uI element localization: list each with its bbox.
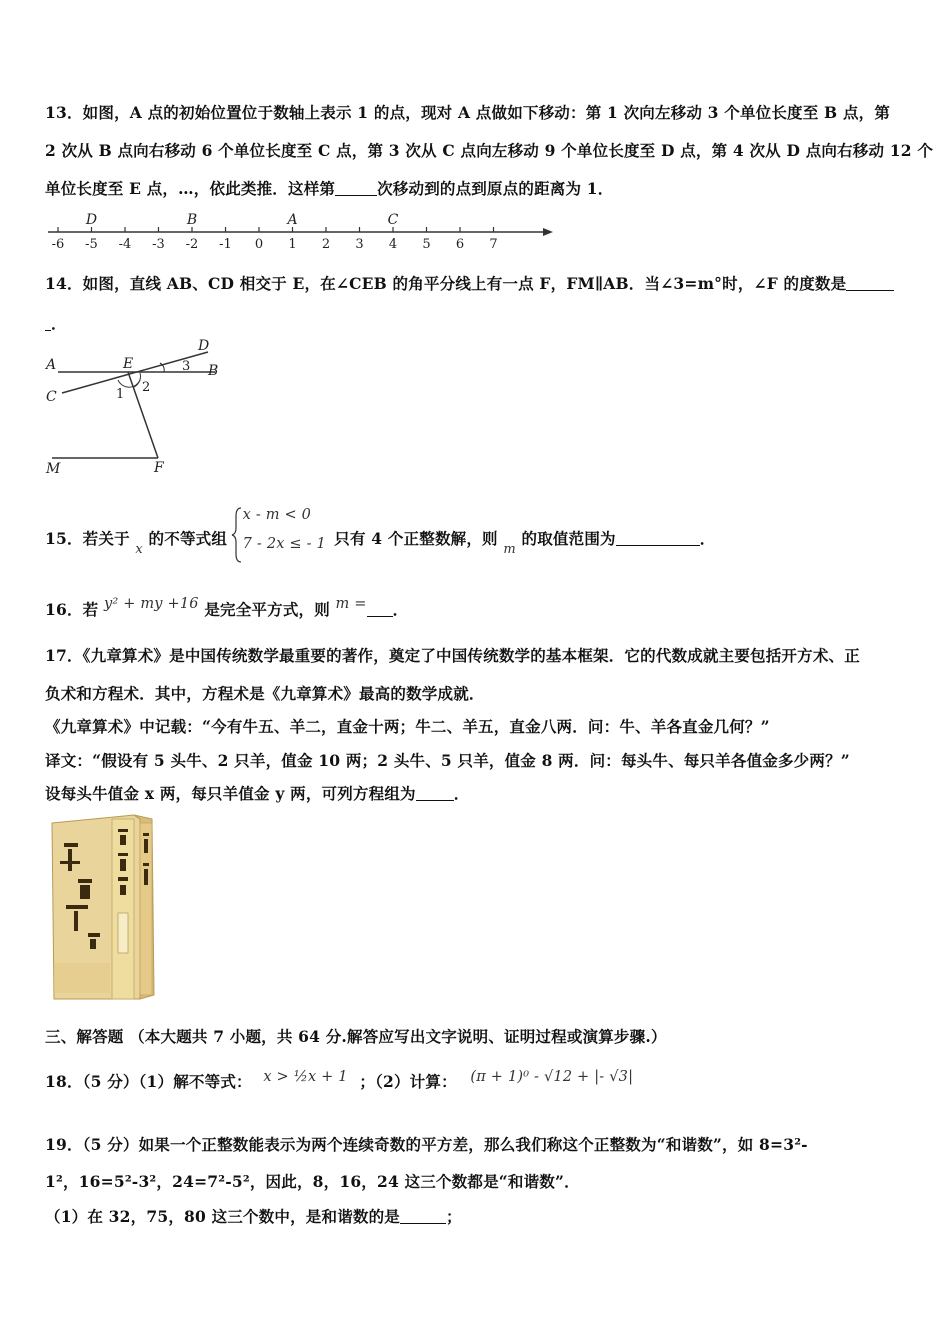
- number-line-arrow: [543, 228, 553, 236]
- axis-tick-label: 6: [455, 237, 465, 252]
- label-C: C: [46, 389, 57, 405]
- axis-ticks: [52, 227, 498, 252]
- label-B: B: [208, 363, 219, 379]
- q19-answer-blank[interactable]: [400, 1207, 446, 1224]
- q15-var-m: m: [503, 542, 516, 557]
- axis-tick-label: -1: [219, 237, 232, 252]
- q16-mid: 是完全平方式，则: [204, 600, 330, 619]
- q17-line3: 《九章算术》中记载：“今有牛五、羊二，直金十两；牛二、羊五，直金八两．问：牛、羊各直金几何？”: [45, 717, 770, 736]
- axis-tick-label: -2: [185, 237, 199, 252]
- axis-tick-label: -6: [51, 237, 65, 252]
- q17-line5-text: 设每头牛值金 x 两，每只羊值金 y 两，可列方程组为: [45, 784, 416, 803]
- label-A: A: [46, 357, 57, 373]
- label-F: F: [154, 460, 164, 476]
- angle-label-2: 2: [142, 380, 151, 395]
- q19-line1: 19．（5 分）如果一个正整数能表示为两个连续奇数的平方差，那么我们称这个正整数为“和谐数”，如 8=3²-: [45, 1135, 808, 1154]
- angle-figure: [40, 335, 240, 480]
- axis-point-label: D: [85, 212, 98, 228]
- q17-line1: 17．《九章算术》是中国传统数学最重要的著作，奠定了中国传统数学的基本框架．它的代数成就主要包括开方术、正: [45, 646, 860, 665]
- q16-end: ．: [392, 600, 409, 619]
- q16-expression: y² + my +16: [103, 596, 199, 612]
- label-M: M: [46, 461, 61, 477]
- q13-line2: 2 次从 B 点向右移动 6 个单位长度至 C 点，第 3 次从 C 点向左移动 9 个单位长度至 D 点，第 4 次从 D 点向右移动 12 个: [45, 141, 934, 160]
- q19-line2: 1²，16=5²-3²，24=7²-5²，因此，8，16，24 这三个数都是“和谐数”．: [45, 1172, 580, 1191]
- q16-answer-blank[interactable]: [367, 600, 393, 617]
- q19-end: ；: [446, 1207, 462, 1226]
- axis-tick-label: -5: [85, 237, 98, 252]
- q14-line1: [45, 272, 894, 294]
- q13-answer-blank[interactable]: [335, 179, 377, 196]
- q19-line3: [45, 1205, 462, 1227]
- axis-tick-label: 4: [388, 237, 398, 252]
- q17-line5: [45, 782, 469, 804]
- axis-tick-label: 2: [321, 237, 331, 252]
- q15-system: [233, 507, 329, 552]
- q15-line: [45, 507, 716, 557]
- q18-mid: ；（2）计算：: [359, 1072, 457, 1091]
- q18-line: [45, 1070, 633, 1092]
- label-D: D: [198, 338, 210, 354]
- q13-line3: [45, 177, 614, 199]
- angle-arc-2: [134, 373, 140, 387]
- q17-line2: 负术和方程术．其中，方程术是《九章算术》最高的数学成就．: [45, 684, 485, 703]
- q17-line4: 译文：“假设有 5 头牛、2 只羊，值金 10 两；2 头牛、5 只羊，值金 8 两．问：每头牛、每只羊各值金多少两？”: [45, 751, 850, 770]
- axis-tick-label: 7: [489, 237, 498, 252]
- book-image: [46, 813, 158, 1003]
- q14-end: ．: [51, 314, 67, 333]
- q18-inequality: x > ½x + 1: [263, 1069, 348, 1085]
- brace-icon: [231, 506, 243, 564]
- q13-line1: 13．如图，A 点的初始位置位于数轴上表示 1 的点，现对 A 点做如下移动：第 1 次向左移动 3 个单位长度至 B 点，第: [45, 103, 891, 122]
- axis-point-label: B: [186, 212, 198, 228]
- q15-ineq1: x - m < 0: [242, 507, 312, 523]
- q19-line3-text: （1）在 32，75，80 这三个数中，是和谐数的是: [45, 1207, 400, 1226]
- axis-tick-label: -4: [118, 237, 132, 252]
- q15-end: ．: [699, 529, 716, 548]
- q16-m-eq: m =: [335, 596, 367, 612]
- q13-line3-start: 单位长度至 E 点，…，依此类推．这样第: [45, 179, 336, 198]
- q18-prefix: 18．（5 分）（1）解不等式：: [45, 1072, 252, 1091]
- section3-heading: 三、解答题 （本大题共 7 小题，共 64 分.解答应写出文字说明、证明过程或演算步骤.）: [45, 1027, 667, 1046]
- angle-label-1: 1: [116, 387, 125, 402]
- q15-prefix: 15．若关于: [45, 529, 130, 548]
- q18-calculation: (π + 1)⁰ - √12 + |- √3|: [470, 1069, 634, 1085]
- axis-point-label: A: [287, 212, 298, 228]
- q14-text: 14．如图，直线 AB、CD 相交于 E，在∠CEB 的角平分线上有一点 F，FM∥AB．当∠3=m°时，∠F 的度数是: [45, 274, 847, 293]
- q14-line2: [45, 312, 67, 334]
- q15-ineq2: 7 - 2x ≤ - 1: [242, 536, 326, 552]
- q17-end: ．: [453, 784, 470, 803]
- q16-prefix: 16．若: [45, 600, 99, 619]
- axis-tick-label: 5: [422, 237, 431, 252]
- axis-point-label: C: [387, 212, 399, 228]
- q17-answer-blank[interactable]: [416, 784, 454, 801]
- q15-answer-blank[interactable]: [616, 529, 700, 546]
- angle-label-3: 3: [182, 359, 191, 374]
- axis-tick-label: 0: [254, 237, 264, 252]
- axis-points: [85, 212, 399, 228]
- label-E: E: [123, 356, 134, 372]
- axis-tick-label: 1: [288, 237, 297, 252]
- q13-line3-end: 次移动到的点到原点的距离为 1．: [377, 179, 614, 198]
- q15-suffix: 的取值范围为: [521, 529, 616, 548]
- q16-line: [45, 598, 408, 620]
- q15-var-x: x: [135, 542, 143, 557]
- q14-answer-blank[interactable]: [846, 274, 894, 291]
- axis-tick-label: -3: [152, 237, 165, 252]
- q15-after: 只有 4 个正整数解，则: [334, 529, 498, 548]
- q15-mid: 的不等式组: [148, 529, 228, 548]
- number-line-figure: [40, 205, 560, 255]
- axis-tick-label: 3: [355, 237, 364, 252]
